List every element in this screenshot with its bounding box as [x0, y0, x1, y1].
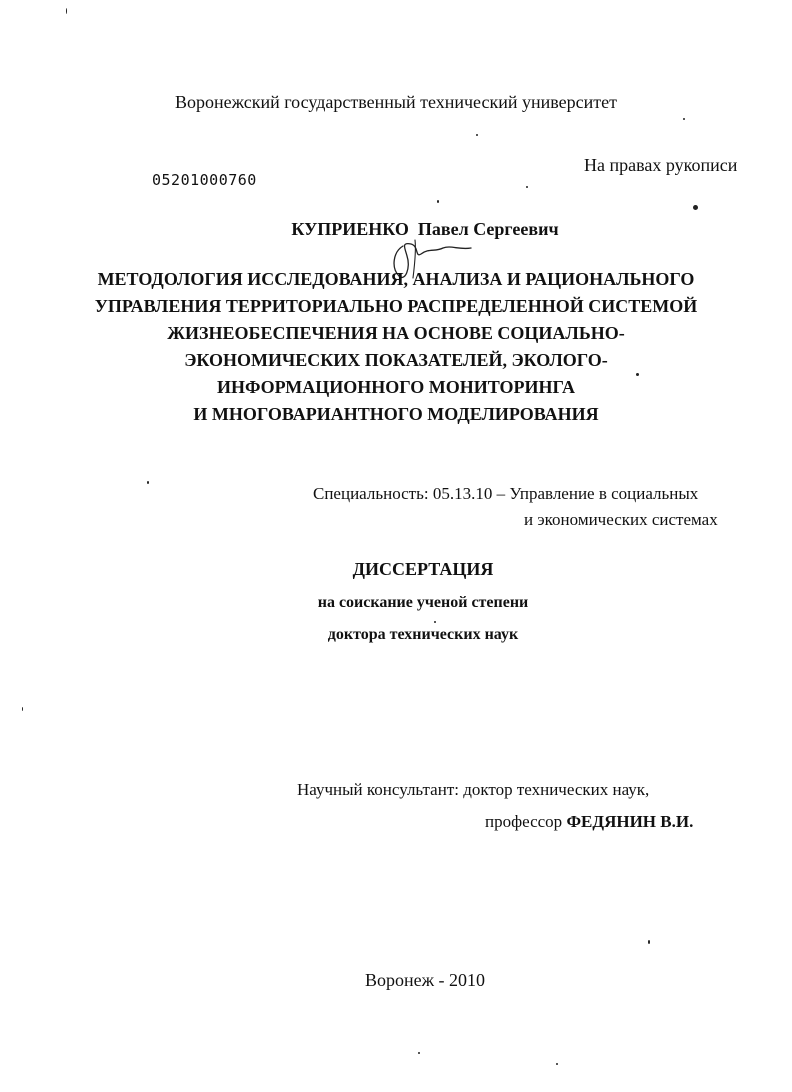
- specialty-line-1: Специальность: 05.13.10 – Управление в социальных: [313, 484, 699, 503]
- title-line: ЖИЗНЕОБЕСПЕЧЕНИЯ НА ОСНОВЕ СОЦИАЛЬНО-: [167, 323, 625, 343]
- scan-speck: [22, 707, 23, 711]
- scan-speck: [437, 200, 439, 203]
- scan-speck: [648, 940, 650, 944]
- document-code: 05201000760: [152, 171, 257, 189]
- degree-line-2: доктора технических наук: [327, 626, 519, 643]
- scan-speck: [434, 621, 436, 623]
- manuscript-rights-note: На правах рукописи: [584, 155, 738, 175]
- author-name: [0, 219, 792, 240]
- title-line: ЭКОНОМИЧЕСКИХ ПОКАЗАТЕЛЕЙ, ЭКОЛОГО-: [184, 350, 608, 370]
- title-line: УПРАВЛЕНИЯ ТЕРРИТОРИАЛЬНО РАСПРЕДЕЛЕННОЙ СИСТЕМОЙ: [94, 296, 698, 316]
- consultant-line-2: [485, 812, 693, 832]
- scan-speck: [556, 1063, 558, 1065]
- city-year: Воронеж - 2010: [364, 970, 486, 990]
- consultant-name: ФЕДЯНИН В.И.: [566, 812, 694, 831]
- specialty-line-2: и экономических системах: [524, 510, 718, 529]
- scan-speck: [66, 8, 67, 14]
- title-line: МЕТОДОЛОГИЯ ИССЛЕДОВАНИЯ, АНАЛИЗА И РАЦИОНАЛЬНОГО: [97, 269, 695, 289]
- scan-speck: [418, 1052, 420, 1054]
- dissertation-title: [20, 266, 772, 428]
- consultant-title: профессор: [485, 812, 563, 831]
- author-surname: КУПРИЕНКО: [291, 219, 409, 239]
- scan-speck: [476, 134, 478, 136]
- scan-speck: [693, 205, 698, 210]
- author-given-names: Павел Сергеевич: [417, 219, 559, 239]
- consultant-line-1: Научный консультант: доктор технических наук,: [297, 780, 650, 799]
- scan-speck: [147, 481, 149, 484]
- title-line: И МНОГОВАРИАНТНОГО МОДЕЛИРОВАНИЯ: [193, 404, 599, 424]
- scan-speck: [526, 186, 528, 188]
- degree-line-1: на соискание ученой степени: [317, 594, 529, 611]
- title-line: ИНФОРМАЦИОННОГО МОНИТОРИНГА: [216, 377, 576, 397]
- scan-speck: [683, 118, 685, 120]
- scan-speck: [636, 373, 639, 376]
- university-name: Воронежский государственный технический университет: [175, 92, 617, 112]
- work-type-heading: ДИССЕРТАЦИЯ: [352, 559, 494, 579]
